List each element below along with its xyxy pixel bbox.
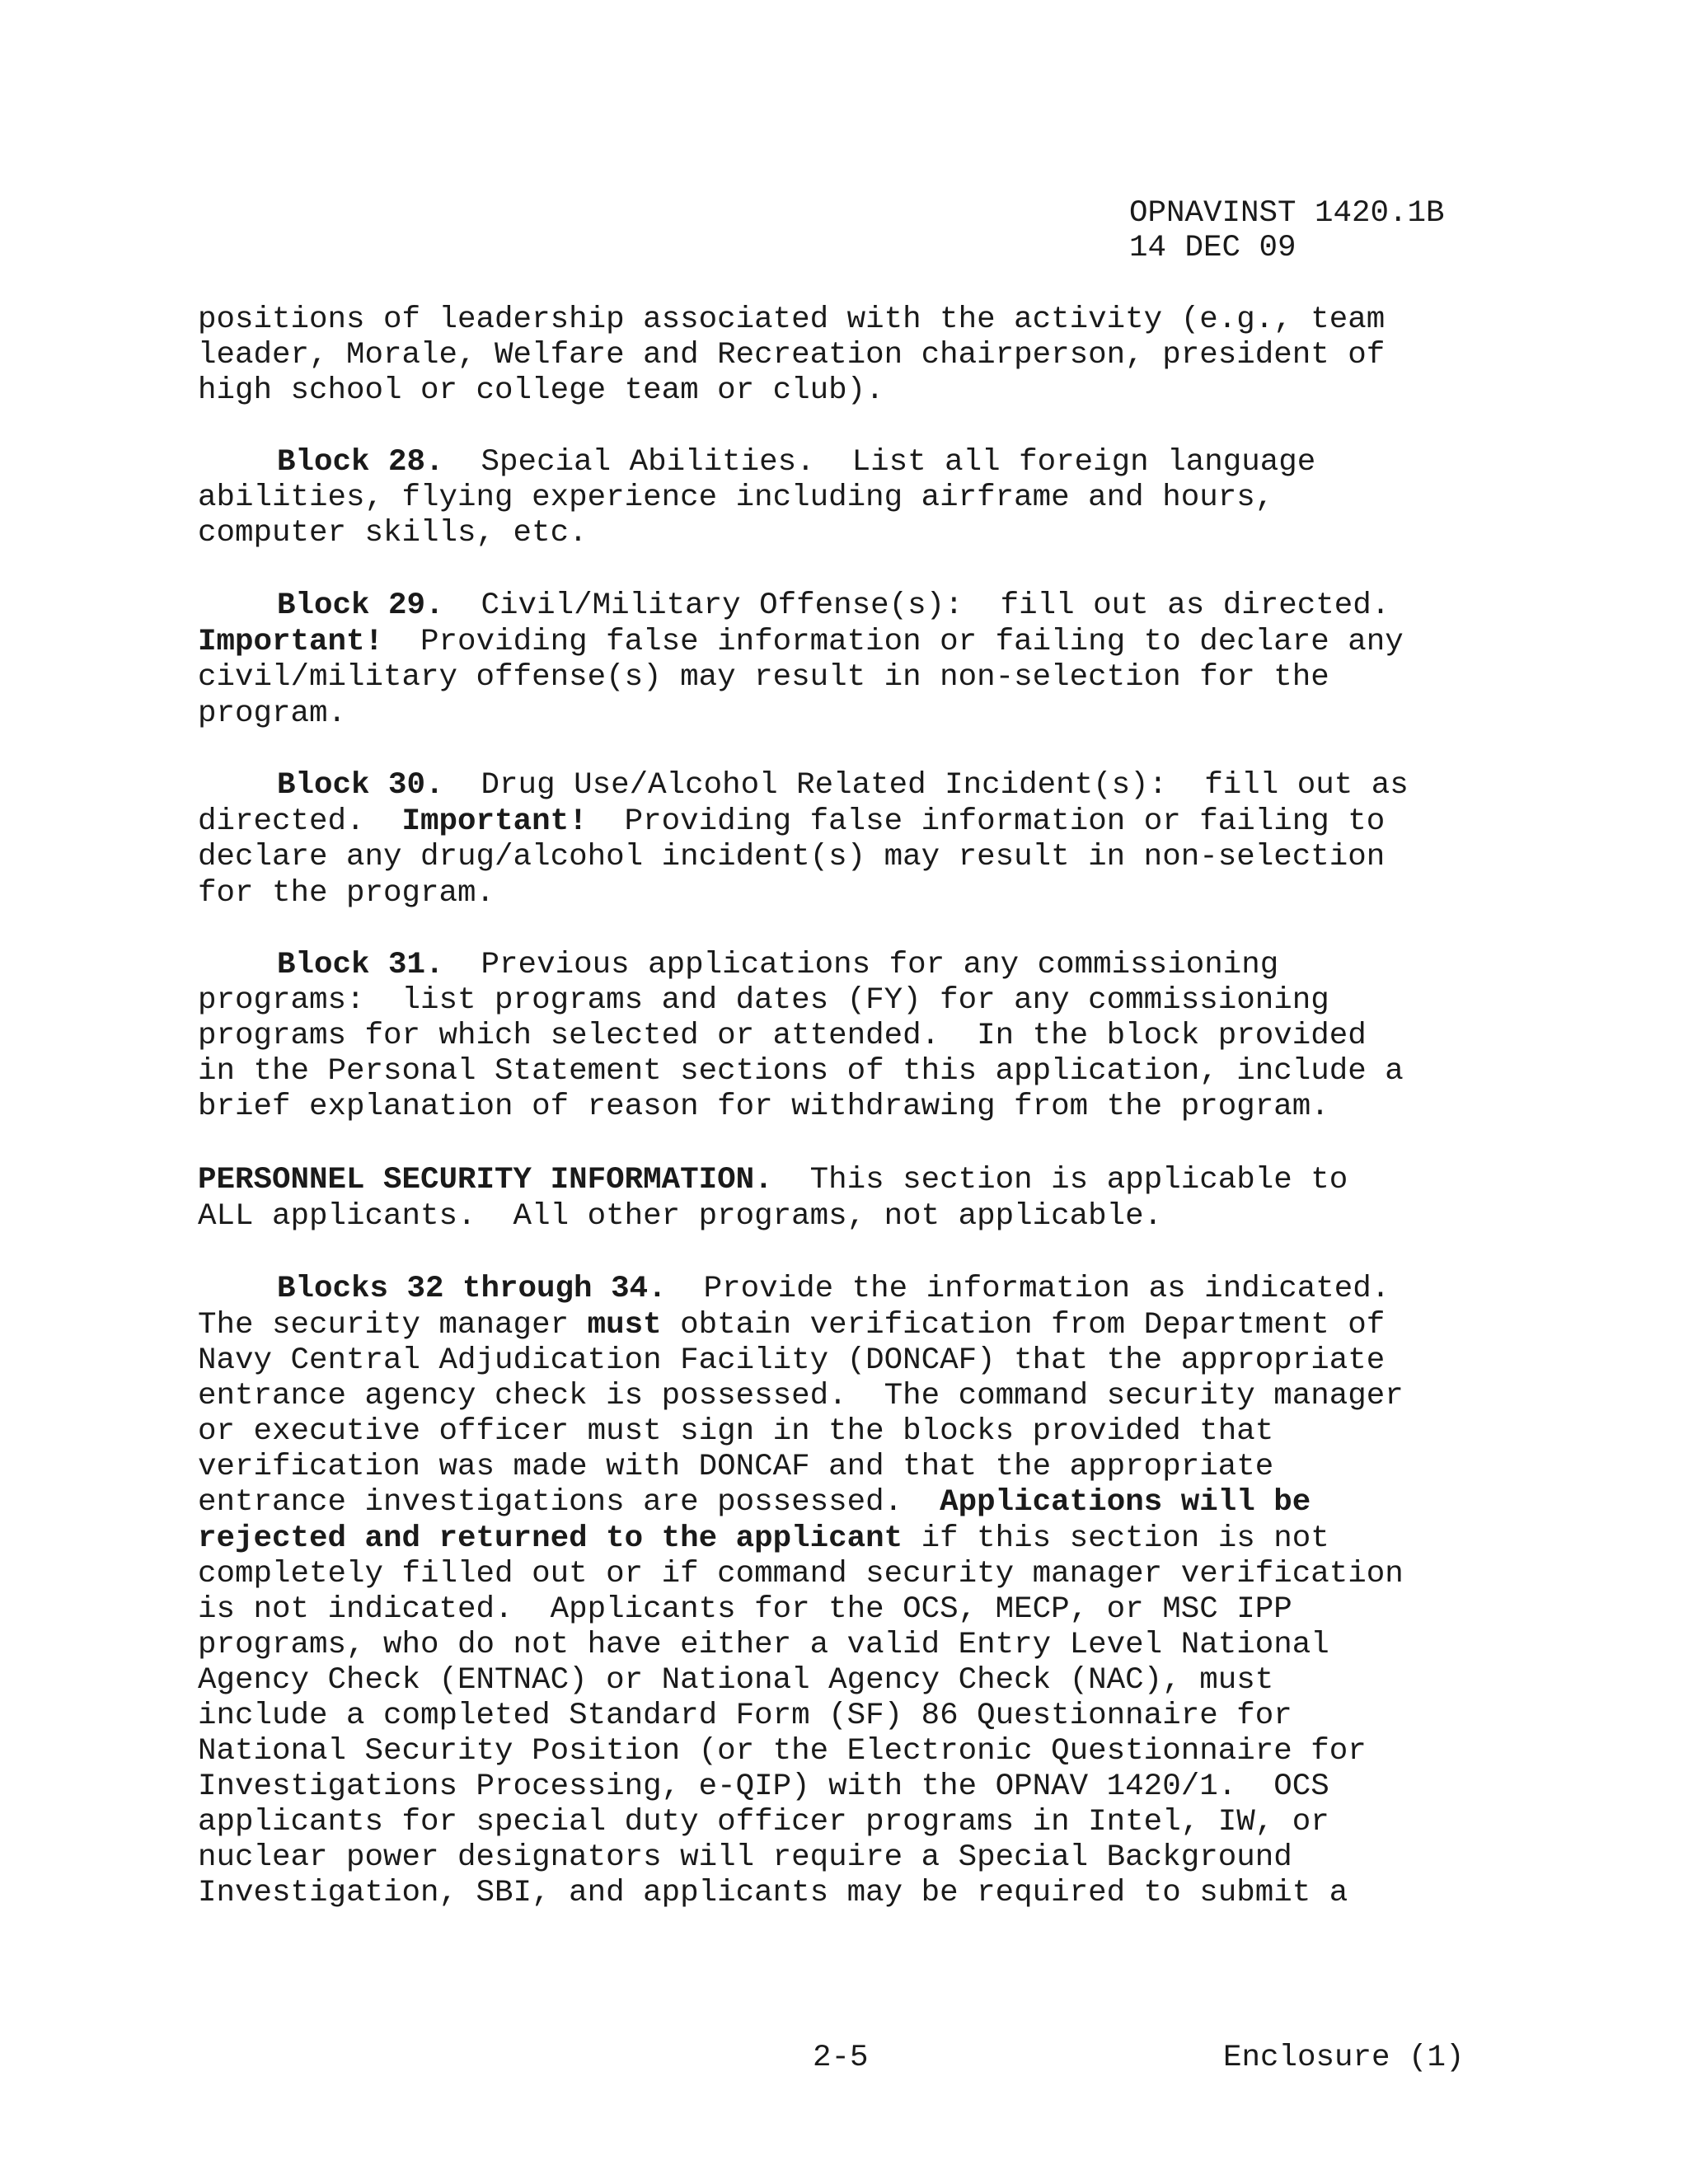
body-line: Navy Central Adjudication Facility (DONCAF) that the appropriate [198, 1343, 1386, 1378]
body-line: The security manager must obtain verification from Department of [198, 1308, 1386, 1343]
important-label: Important! [198, 625, 384, 659]
body-line: civil/military offense(s) may result in non-selection for the [198, 660, 1329, 695]
body-line: program. [198, 696, 347, 731]
body-line: programs: list programs and dates (FY) for any commissioning [198, 983, 1329, 1018]
body-line: abilities, flying experience including airframe and hours, [198, 480, 1274, 515]
body-line: for the program. [198, 876, 495, 911]
body-line: Investigations Processing, e-QIP) with the OPNAV 1420/1. OCS [198, 1769, 1329, 1804]
block-29-heading: Block 29. [277, 588, 444, 623]
important-line: Important! Providing false information or failing to declare any [198, 625, 1404, 659]
body-line: Agency Check (ENTNAC) or National Agency Check (NAC), must [198, 1663, 1274, 1698]
body-line: brief explanation of reason for withdrawing from the program. [198, 1090, 1329, 1124]
body-line: declare any drug/alcohol incident(s) may result in non-selection [198, 840, 1386, 874]
body-line: ALL applicants. All other programs, not applicable. [198, 1199, 1163, 1234]
body-line: verification was made with DONCAF and that the appropriate [198, 1450, 1274, 1484]
body-line: leader, Morale, Welfare and Recreation chairperson, president of [198, 338, 1386, 373]
body-line: entrance investigations are possessed. Applications will be [198, 1485, 1311, 1520]
body-line: is not indicated. Applicants for the OCS, MECP, or MSC IPP [198, 1592, 1292, 1627]
section-heading: PERSONNEL SECURITY INFORMATION. [198, 1163, 773, 1197]
body-line: computer skills, etc. [198, 516, 588, 551]
body-line: programs, who do not have either a valid Entry Level National [198, 1628, 1329, 1662]
body-line: applicants for special duty officer programs in Intel, IW, or [198, 1805, 1329, 1840]
block-32-line: Blocks 32 through 34. Provide the information as indicated. [277, 1272, 1390, 1306]
block-31-heading: Block 31. [277, 948, 444, 982]
block-30-heading: Block 30. [277, 768, 444, 803]
body-line: include a completed Standard Form (SF) 86 Questionnaire for [198, 1699, 1292, 1733]
body-line: high school or college team or club). [198, 373, 884, 408]
emphasis-rejection: Applications will be [940, 1485, 1311, 1520]
body-line: in the Personal Statement sections of this application, include a [198, 1054, 1404, 1089]
block-29-line: Block 29. Civil/Military Offense(s): fill out as directed. [277, 588, 1390, 623]
body-line: positions of leadership associated with the activity (e.g., team [198, 302, 1386, 337]
enclosure-label: Enclosure (1) [1223, 2041, 1465, 2075]
block-31-line: Block 31. Previous applications for any commissioning [277, 948, 1279, 982]
body-line: National Security Position (or the Electronic Questionnaire for [198, 1734, 1367, 1769]
block-32-34-heading: Blocks 32 through 34. [277, 1272, 667, 1306]
block-28-line: Block 28. Special Abilities. List all foreign language [277, 445, 1316, 480]
body-line: entrance agency check is possessed. The command security manager [198, 1379, 1404, 1413]
instruction-date: 14 DEC 09 [1129, 231, 1296, 265]
body-line: nuclear power designators will require a Special Background [198, 1840, 1292, 1875]
body-line: programs for which selected or attended. In the block provided [198, 1019, 1367, 1053]
body-line: completely filled out or if command security manager verification [198, 1557, 1404, 1591]
page-number: 2-5 [813, 2041, 869, 2075]
instruction-number: OPNAVINST 1420.1B [1129, 196, 1445, 231]
important-label: Important! [401, 804, 588, 839]
body-line: or executive officer must sign in the blocks provided that [198, 1414, 1274, 1449]
block-30-line: Block 30. Drug Use/Alcohol Related Incident(s): fill out as [277, 768, 1409, 803]
body-line: Investigation, SBI, and applicants may be required to submit a [198, 1876, 1348, 1910]
emphasis-rejection: rejected and returned to the applicant [198, 1521, 903, 1556]
body-line: rejected and returned to the applicant if this section is not [198, 1521, 1329, 1556]
section-heading-line: PERSONNEL SECURITY INFORMATION. This section is applicable to [198, 1163, 1348, 1197]
block-28-heading: Block 28. [277, 445, 444, 480]
important-line: directed. Important! Providing false information or failing to [198, 804, 1386, 839]
emphasis-must: must [587, 1308, 662, 1343]
